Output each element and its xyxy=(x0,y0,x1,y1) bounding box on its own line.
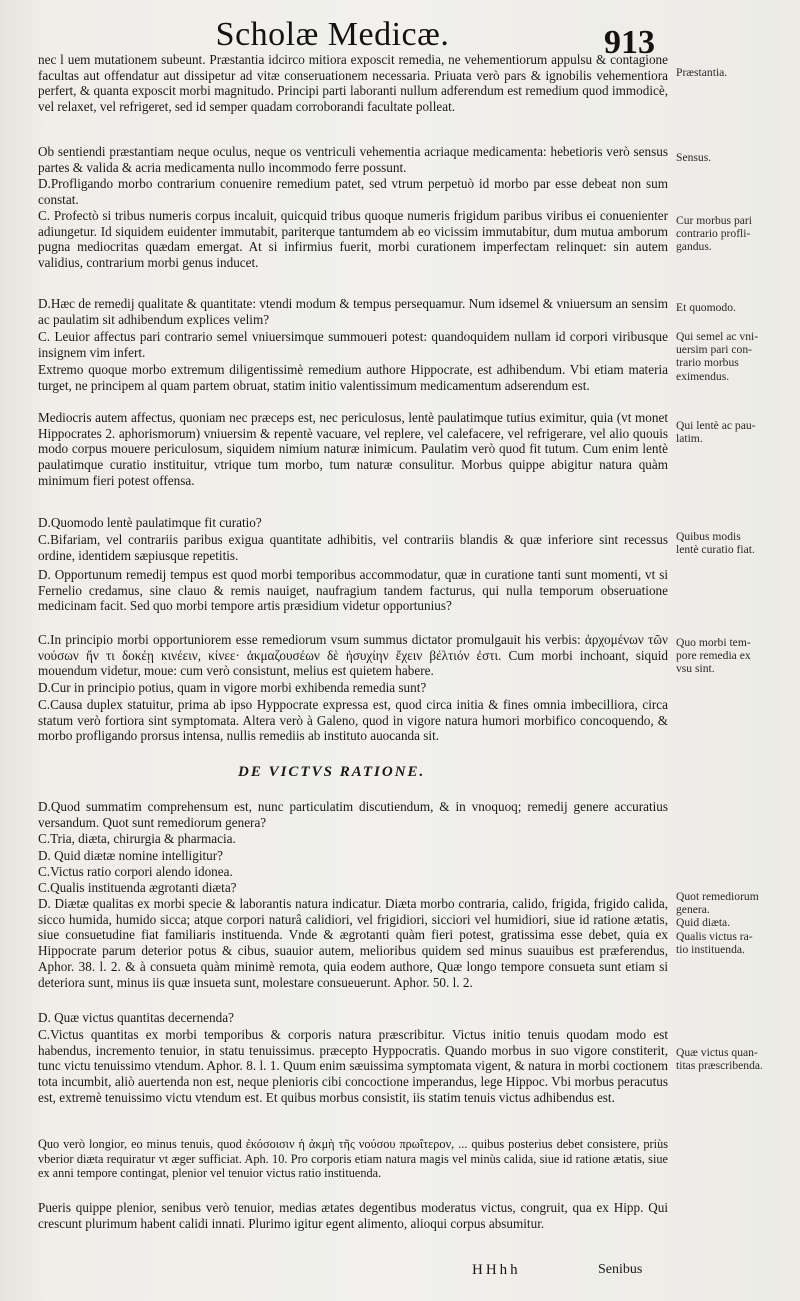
section-heading: DE VICTVS RATIONE. xyxy=(238,764,426,780)
marginal-line: Cur morbus pari xyxy=(676,214,752,227)
paragraph: C. Leuior affectus pari contrario semel vniuersimque summoueri potest: quandoquidem nullam id corpori viribusque insignem vim infert. xyxy=(38,329,668,360)
paragraph: D. Opportunum remedij tempus est quod morbi temporibus accommodatur, quæ in curatione tanti sunt momenti, vt si Fernelio credamus, sine clauo & remis nauiget, naufragium tandem facturus, qui nulla temporum obseruatione medicinam facit. Sed quo morbi tempore artis præsidium videtur opportunius? xyxy=(38,567,668,614)
paragraph: D. Quid diætæ nomine intelligitur? xyxy=(38,848,223,863)
paragraph: C.Qualis instituenda ægrotanti diæta? xyxy=(38,880,237,895)
marginal-line: pore remedia ex xyxy=(676,649,751,663)
paragraph: Ob sentiendi præstantiam neque oculus, neque os ventriculi vehementia acriaque medicamenta: hebetioris verò sensus partes & valida & acria medicamenta nullo incommodo ferre possunt. xyxy=(38,144,668,175)
paragraph: D.Quod summatim comprehensum est, nunc particulatim discutiendum, & in vnoquoq; remedij genere accuratius versandum. Quot sunt remediorum genera? xyxy=(38,799,668,830)
marginal-line: gandus. xyxy=(676,240,712,254)
marginal-line: Præstantia. xyxy=(676,66,728,79)
marginal-note xyxy=(676,530,791,556)
marginal-line: trario morbus xyxy=(676,356,739,370)
paragraph: C.Victus ratio corpori alendo idonea. xyxy=(38,864,233,879)
paragraph: D. Quæ victus quantitas decernenda? xyxy=(38,1010,234,1025)
marginal-note xyxy=(676,636,791,676)
marginal-note xyxy=(676,419,791,445)
paragraph: D. Diætæ qualitas ex morbi specie & laborantis natura indicatur. Diæta morbo contraria, calido, frigida, frigido calida, sicco humida, humido sicca; atque corpori naturâ calidiori, vel frigidiori, sicciori vel humidiori, siue id ratione ætatis, siue consuetudine fiat familiaris instituenda. Vnde & ægrotanti quàm fieri potest, gratissima esse debet, quia ex Hippocrate parum deterior potus & cibus, suauior autem, melioribus quidem sed minus suauibus est præferendus, Aphor. 38. l. 2. & à consueta quàm minimè remota, quia eodem authore, Quæ longo tempore consueta sunt etiam si deteriora sunt, minus iis quæ insueta sunt, molestare consueuerunt. Aphor. 50. l. 2. xyxy=(38,896,668,990)
paragraph: Quo verò longior, eo minus tenuis, quod ἐκόσοισιν ἡ ἀκμὴ τῆς νούσου πρωΐτερον, ... quibus posterius debet consistere, priùs vberior diæta requiratur vt æger sufficiat. Aph. 10. Pro corporis etiam natura magis vel minùs calida, siue id ratione ætatis, siue ex anni tempore contingat, plenior vel tenuior victus ratio instituenda. xyxy=(38,1137,668,1181)
marginal-note xyxy=(676,151,791,164)
marginal-line: Quibus modis xyxy=(676,530,741,543)
marginal-line: eximendus. xyxy=(676,369,730,383)
marginal-line: Quid diæta. xyxy=(676,916,731,930)
marginal-line: Sensus. xyxy=(676,151,712,164)
marginal-line: Quæ victus quan- xyxy=(676,1046,758,1059)
marginal-line: contrario profli- xyxy=(676,227,751,241)
marginal-line: Quo morbi tem- xyxy=(676,636,751,649)
paragraph: C.In principio morbi opportuniorem esse remediorum vsum summus dictator promulgauit his verbis: ἀρχομένων τῶν νούσων ἤν τι δοκέῃ κινέειν, κίνεε· ἀκμαζουσέων δὲ ἡσυχίην ἔχειν βέλτιόν ἐστι. Cum morbi inchoant, siquid mouendum videtur, moue: cum verò consistunt, melius est quietem habere. xyxy=(38,632,668,679)
marginal-line: lentè curatio fiat. xyxy=(676,543,755,557)
paragraph: Pueris quippe plenior, senibus verò tenuior, medias ætates degentibus moderatus victus, congruit, qua ex Hipp. Qui crescunt plurimum habent calidi innati. Plurimo igitur egent alimento, alioqui corpus absumitur. xyxy=(38,1200,668,1231)
paragraph: nec l uem mutationem subeunt. Præstantia idcirco mitiora exposcit remedia, ne vehementiorum appulsu & contagione facultas aut offendatur aut dissipetur ad vitæ conseruationem necessaria. Priuata verò pars & ignobilis vehementiora perfert, & quanta exposcit morbi magnitudo. Principi parti laboranti nullum adferendum est remedium quod immodicè, vel relaxet, vel refrigeret, sed id semper quadam corroborandi facultate polleat. xyxy=(38,52,668,115)
paragraph: C. Profectò si tribus numeris corpus incaluit, quicquid tribus quoque numeris frigidum paribus viribus ei conuenienter adiungetur. Id siquidem euidenter immutabit, pariterque tantumdem ab eo vicissim immutabitur, dum mutua amborum pugna mediocritas quædam emergat. At si infirmius fuerit, morbi curationem imperfectam relinquet: sin autem validius, contrarium morbi genus inducet. xyxy=(38,208,668,271)
paragraph: Mediocris autem affectus, quoniam nec præceps est, nec periculosus, lentè paulatimque tutius eximitur, quia (vt monet Hippocrates 2. aphorismorum) vniuersim & repentè vacuare, vel replere, vel calefacere, vel refrigerare, vel alio quouis modo corpus mouere periculosum, siquidem nimium naturæ inimicum. Paulatim verò quod fit tutum. Cum enim lentè paulatimque curatio instituitur, vtrique tum morbo, tum naturæ consulitur. Morbus quippe abigitur natura quàm minimum fieri potest offensa. xyxy=(38,410,668,488)
page-number: 913 xyxy=(604,24,655,61)
marginal-line: titas præscribenda. xyxy=(676,1059,763,1073)
marginal-line: latim. xyxy=(676,432,703,446)
marginal-note xyxy=(676,330,791,383)
paragraph: D.Quomodo lentè paulatimque fit curatio? xyxy=(38,515,262,530)
paragraph: D.Profligando morbo contrarium conuenire remedium patet, sed vtrum perpetuò id morbo par esse debeat non sum constat. xyxy=(38,176,668,207)
marginal-note xyxy=(676,1046,791,1072)
paragraph: C.Causa duplex statuitur, prima ab ipso Hyppocrate expressa est, quod circa initia & fines omnia imbecilliora, circa statum verò fortiora sint symptomata. Altera verò à Galeno, quod in vigore natura humori morbifico concoquendo, & morbo profligando prorsus intensa, nullis remediis ab instituto auocanda sit. xyxy=(38,697,668,744)
paragraph: Extremo quoque morbo extremum diligentissimè remedium authore Hippocrate, est adhibendum. Vbi etiam materia turget, ne principem al quam partem obruat, statim initio valentissimum medicamentum adserendum est. xyxy=(38,362,668,393)
paragraph: D.Hæc de remedij qualitate & quantitate: vtendi modum & tempus persequamur. Num idsemel & vniuersum an sensim ac paulatim sit adhibendum explices velim? xyxy=(38,296,668,327)
paragraph: C.Bifariam, vel contrariis paribus exigua quantitate adhibitis, vel contrariis blandis & quæ inferiore sint recessus ordine, identidem sæpiusque repetitis. xyxy=(38,532,668,563)
marginal-note xyxy=(676,890,791,956)
signature-mark: HHhh xyxy=(472,1262,521,1278)
marginal-line: Quot remediorum xyxy=(676,890,759,903)
marginal-line: tio instituenda. xyxy=(676,942,745,956)
marginal-note xyxy=(676,301,791,314)
marginal-note xyxy=(676,214,791,254)
marginal-line: vsu sint. xyxy=(676,662,715,676)
marginal-note xyxy=(676,66,791,79)
paragraph: D.Cur in principio potius, quam in vigore morbi exhibenda remedia sunt? xyxy=(38,680,427,695)
running-title: Scholæ Medicæ. xyxy=(215,16,450,53)
marginal-line: Qualis victus ra- xyxy=(676,929,753,943)
marginal-line: Et quomodo. xyxy=(676,301,736,314)
marginal-line: Qui semel ac vni- xyxy=(676,330,759,343)
marginal-line: genera. xyxy=(676,903,710,917)
paragraph: C.Victus quantitas ex morbi temporibus & corporis natura præscribitur. Victus initio tenuis quodam modo est habendus, incremento tenuior, in statu tenuissimus. præcepto Hyppocratis. Quando morbus in suo vigore constiterit, tunc victu tenuissimo vtendum. Aphor. 8. l. 1. Quum enim sæuissima symptomata vigent, & natura in morbi coctionem tota incumbit, aliò auertenda non est, neque plenioris cibi concoctione imperandus, lege Hippoc. Vbi morbus peracutus est, extremè tenuissimo victu vtendum est. Et quibus morbus consistit, iis statim tenuis victus adhibendus est. xyxy=(38,1027,668,1105)
marginal-line: uersim pari con- xyxy=(676,343,752,357)
catchword: Senibus xyxy=(598,1262,643,1277)
paragraph: C.Tria, diæta, chirurgia & pharmacia. xyxy=(38,831,236,846)
marginal-line: Qui lentè ac pau- xyxy=(676,419,756,432)
